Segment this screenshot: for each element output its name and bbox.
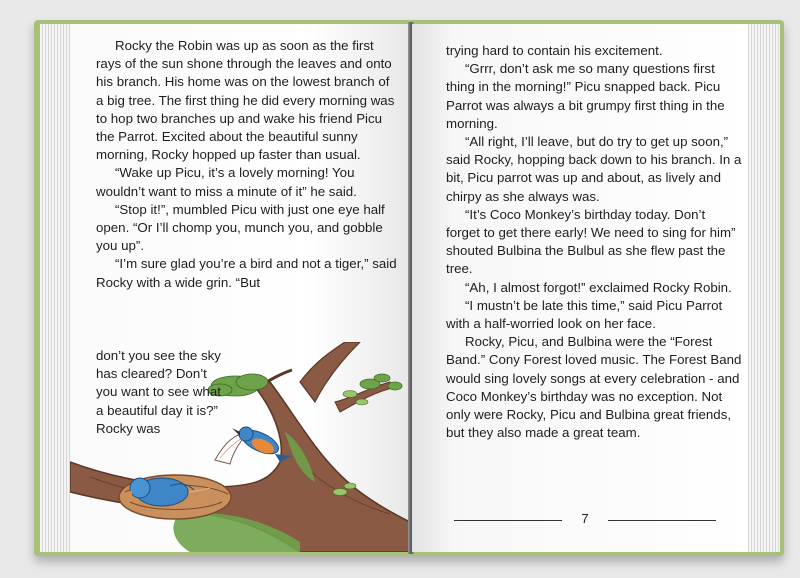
page-stack-right: [748, 24, 780, 552]
left-paragraph-3: “Stop it!”, mumbled Picu with just one eye half open. “Or I’ll chomp you, munch you, and gobble you up”.: [96, 201, 385, 254]
left-wrapped-text: [96, 347, 231, 438]
left-page: [70, 24, 410, 552]
left-wrapped-paragraph: don’t you see the sky has cleared? Don’t you want to see what a beautiful day it is?” Rocky was: [96, 348, 221, 436]
page-number: 7: [581, 511, 589, 526]
page-stack-left: [40, 24, 70, 552]
left-page-text: [96, 37, 398, 292]
left-paragraph-2: “Wake up Picu, it’s a lovely morning! You wouldn’t want to miss a minute of it” he said.: [96, 165, 357, 199]
right-paragraph-6: Rocky, Picu, and Bulbina were the “Forest Band.” Cony Forest loved music. The Forest Band would sing lovely songs at every celebration - and Coco Monkey’s birthday was no exception. Not only were Rocky, Picu and Bulbina great friends, but they also made a great team.: [446, 334, 742, 441]
right-paragraph-1: “Grrr, don’t ask me so many questions first thing in the morning!” Picu snapped back. Picu Parrot was always a bit grumpy first thing in the morning.: [446, 61, 725, 131]
right-paragraph-4: “Ah, I almost forgot!” exclaimed Rocky Robin.: [465, 279, 732, 295]
right-paragraph-5: “I mustn’t be late this time,” said Picu Parrot with a half-worried look on her face.: [446, 297, 723, 332]
page-footer: [454, 510, 716, 530]
left-paragraph-1: Rocky the Robin was up as soon as the first rays of the sun shone through the leaves and onto his branch. His home was on the lowest branch of a big tree. The first thing he did every morning was to hop two branches up and wake his friend Picu the Parrot. Excited about the beautiful sunny morning, Rocky hopped up faster than usual.: [96, 38, 395, 163]
left-paragraph-4: “I’m sure glad you’re a bird and not a tiger,” said Rocky with a wide grin. “But: [96, 256, 397, 290]
right-paragraph-3: “It’s Coco Monkey’s birthday today. Don’t forget to get there early! We need to sing for him” shouted Bulbina the Bulbul as she flew past the tree.: [446, 206, 736, 277]
right-page-text: [446, 42, 742, 442]
footer-rule-right: [608, 520, 716, 521]
right-paragraph-2: “All right, I’ll leave, but do try to get up soon,” said Rocky, hopping back down to his branch. In a bit, Picu parrot was up and about, as lively and chirpy as she always was.: [446, 134, 742, 204]
right-page: [412, 24, 748, 552]
right-continuation: trying hard to contain his excitement.: [446, 43, 663, 58]
